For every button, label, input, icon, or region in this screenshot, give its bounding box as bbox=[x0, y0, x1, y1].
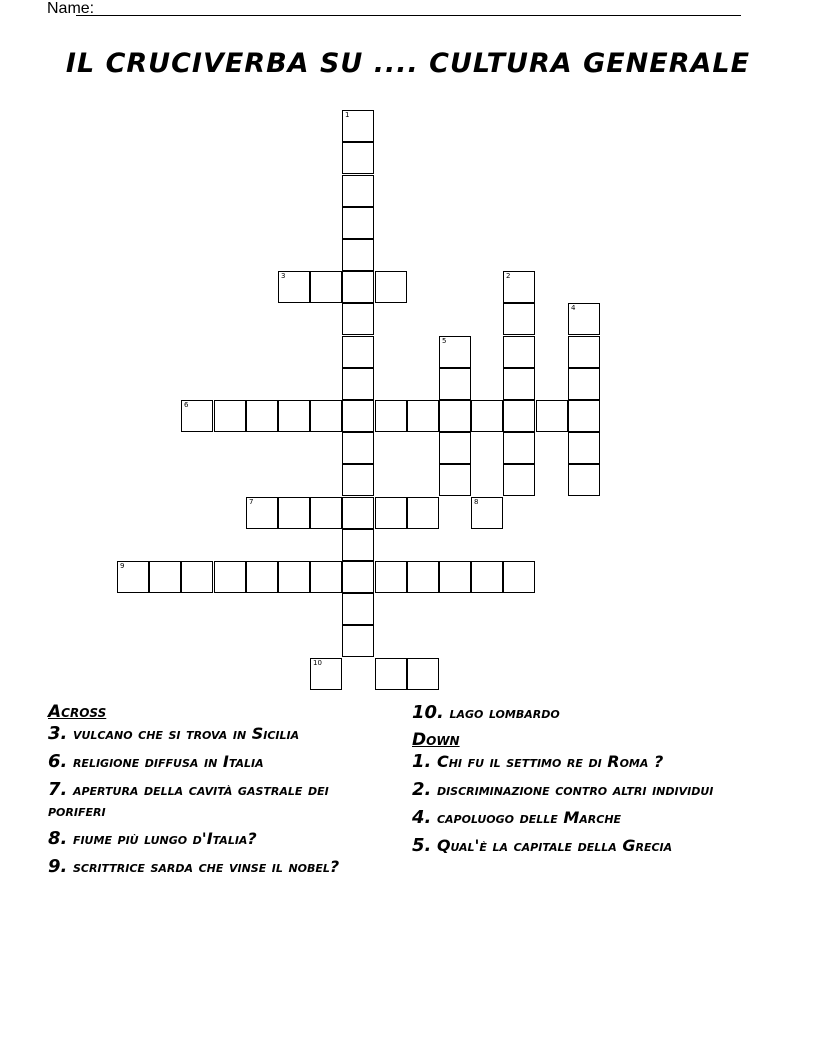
crossword-cell[interactable] bbox=[439, 400, 471, 432]
crossword-cell[interactable] bbox=[342, 368, 374, 400]
crossword-cell[interactable] bbox=[342, 464, 374, 496]
across-heading: Across bbox=[48, 702, 107, 722]
across-clues bbox=[48, 702, 378, 884]
down-heading: Down bbox=[412, 730, 460, 750]
clue-number: 6. bbox=[48, 751, 68, 772]
crossword-cell[interactable] bbox=[342, 175, 374, 207]
crossword-cell[interactable] bbox=[342, 497, 374, 529]
crossword-cell[interactable] bbox=[278, 400, 310, 432]
clue-text: apertura della cavità gastrale dei poriferi bbox=[48, 780, 329, 820]
crossword-cell[interactable] bbox=[503, 400, 535, 432]
clue-text: lago lombardo bbox=[449, 703, 560, 722]
down-clue-1 bbox=[412, 751, 742, 772]
clue-text: Chi fu il settimo re di Roma ? bbox=[436, 752, 664, 771]
page-title: IL CRUCIVERBA SU .... CULTURA GENERALE bbox=[65, 48, 751, 79]
crossword-cell[interactable] bbox=[439, 368, 471, 400]
clue-text: vulcano che si trova in Sicilia bbox=[72, 724, 300, 743]
crossword-cell[interactable] bbox=[375, 561, 407, 593]
crossword-cell[interactable] bbox=[439, 432, 471, 464]
crossword-cell[interactable] bbox=[471, 497, 503, 529]
clue-text: scrittrice sarda che vinse il nobel? bbox=[72, 857, 340, 876]
crossword-cell[interactable] bbox=[568, 464, 600, 496]
crossword-cell[interactable] bbox=[342, 142, 374, 174]
crossword-cell[interactable] bbox=[375, 497, 407, 529]
across-clue-3 bbox=[48, 723, 378, 744]
clue-text: religione diffusa in Italia bbox=[72, 752, 264, 771]
cell-number: 9 bbox=[120, 562, 125, 570]
clue-text: discriminazione contro altri individui bbox=[436, 780, 714, 799]
crossword-cell[interactable] bbox=[568, 336, 600, 368]
crossword-cell[interactable] bbox=[568, 303, 600, 335]
crossword-cell[interactable] bbox=[503, 368, 535, 400]
crossword-cell[interactable] bbox=[246, 561, 278, 593]
name-label: Name: bbox=[47, 0, 95, 17]
crossword-cell[interactable] bbox=[503, 561, 535, 593]
crossword-cell[interactable] bbox=[278, 561, 310, 593]
crossword-cell[interactable] bbox=[375, 271, 407, 303]
clue-number: 9. bbox=[48, 856, 68, 877]
crossword-cell[interactable] bbox=[342, 529, 374, 561]
crossword-cell[interactable] bbox=[407, 658, 439, 690]
crossword-cell[interactable] bbox=[536, 400, 568, 432]
crossword-cell[interactable] bbox=[342, 207, 374, 239]
cell-number: 8 bbox=[474, 498, 479, 506]
cell-number: 6 bbox=[184, 401, 189, 409]
crossword-cell[interactable] bbox=[568, 432, 600, 464]
clue-number: 10. bbox=[412, 702, 444, 723]
crossword-cell[interactable] bbox=[342, 303, 374, 335]
across-clue-9 bbox=[48, 856, 378, 877]
crossword-cell[interactable] bbox=[439, 464, 471, 496]
across-clue-8 bbox=[48, 828, 378, 849]
clue-text: capoluogo delle Marche bbox=[436, 808, 622, 827]
down-clue-5 bbox=[412, 835, 742, 856]
cell-number: 10 bbox=[313, 659, 322, 667]
cell-number: 4 bbox=[571, 304, 576, 312]
crossword-cell[interactable] bbox=[439, 336, 471, 368]
down-clues bbox=[412, 702, 742, 863]
cell-number: 3 bbox=[281, 272, 286, 280]
cell-number: 7 bbox=[249, 498, 254, 506]
crossword-cell[interactable] bbox=[503, 464, 535, 496]
crossword-cell[interactable] bbox=[342, 561, 374, 593]
clue-number: 3. bbox=[48, 723, 68, 744]
crossword-cell[interactable] bbox=[503, 271, 535, 303]
across-clue-7 bbox=[48, 779, 378, 821]
crossword-cell[interactable] bbox=[246, 497, 278, 529]
crossword-cell[interactable] bbox=[181, 400, 213, 432]
crossword-cell[interactable] bbox=[439, 561, 471, 593]
cell-number: 5 bbox=[442, 337, 447, 345]
crossword-cell[interactable] bbox=[375, 658, 407, 690]
crossword-cell[interactable] bbox=[503, 432, 535, 464]
crossword-cell[interactable] bbox=[214, 561, 246, 593]
cell-number: 2 bbox=[506, 272, 511, 280]
clue-text: fiume più lungo d'Italia? bbox=[72, 829, 257, 848]
across-clue-6 bbox=[48, 751, 378, 772]
crossword-cell[interactable] bbox=[342, 239, 374, 271]
crossword-cell[interactable] bbox=[568, 400, 600, 432]
crossword-cell[interactable] bbox=[246, 400, 278, 432]
clue-number: 4. bbox=[412, 807, 432, 828]
crossword-cell[interactable] bbox=[214, 400, 246, 432]
crossword-cell[interactable] bbox=[342, 271, 374, 303]
crossword-cell[interactable] bbox=[310, 561, 342, 593]
crossword-cell[interactable] bbox=[342, 593, 374, 625]
down-clue-4 bbox=[412, 807, 742, 828]
across-clue-10 bbox=[412, 702, 742, 723]
crossword-cell[interactable] bbox=[149, 561, 181, 593]
crossword-cell[interactable] bbox=[181, 561, 213, 593]
crossword-cell[interactable] bbox=[503, 336, 535, 368]
crossword-cell[interactable] bbox=[407, 561, 439, 593]
clue-number: 8. bbox=[48, 828, 68, 849]
crossword-cell[interactable] bbox=[310, 400, 342, 432]
crossword-cell[interactable] bbox=[407, 400, 439, 432]
crossword-cell[interactable] bbox=[503, 303, 535, 335]
crossword-cell[interactable] bbox=[471, 400, 503, 432]
crossword-cell[interactable] bbox=[342, 110, 374, 142]
clue-number: 5. bbox=[412, 835, 432, 856]
crossword-cell[interactable] bbox=[278, 497, 310, 529]
crossword-cell[interactable] bbox=[117, 561, 149, 593]
crossword-cell[interactable] bbox=[342, 625, 374, 657]
down-clue-2 bbox=[412, 779, 742, 800]
crossword-cell[interactable] bbox=[407, 497, 439, 529]
clue-number: 2. bbox=[412, 779, 432, 800]
crossword-cell[interactable] bbox=[310, 658, 342, 690]
crossword-cell[interactable] bbox=[568, 368, 600, 400]
clue-text: Qual'è la capitale della Grecia bbox=[436, 836, 673, 855]
crossword-cell[interactable] bbox=[375, 400, 407, 432]
clue-number: 1. bbox=[412, 751, 432, 772]
crossword-cell[interactable] bbox=[310, 271, 342, 303]
crossword-cell[interactable] bbox=[342, 400, 374, 432]
crossword-cell[interactable] bbox=[342, 432, 374, 464]
crossword-cell[interactable] bbox=[342, 336, 374, 368]
cell-number: 1 bbox=[345, 111, 350, 119]
crossword-cell[interactable] bbox=[471, 561, 503, 593]
crossword-cell[interactable] bbox=[310, 497, 342, 529]
clue-number: 7. bbox=[48, 779, 68, 800]
crossword-cell[interactable] bbox=[278, 271, 310, 303]
